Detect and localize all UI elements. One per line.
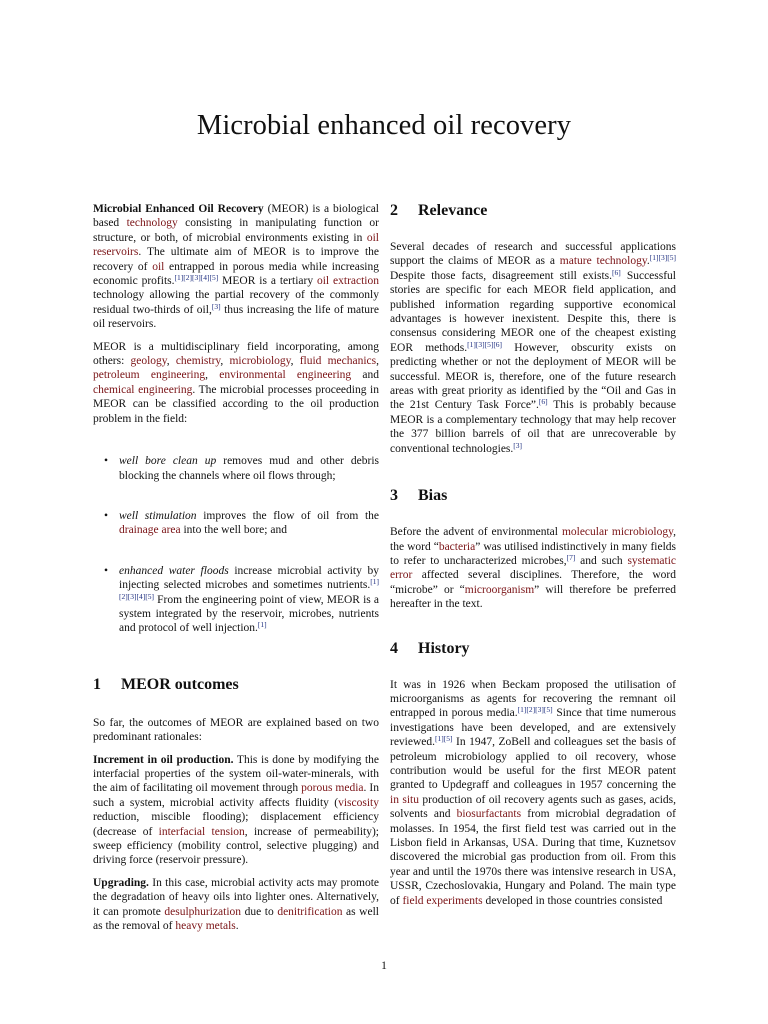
wiki-link[interactable]: interfacial tension	[158, 825, 245, 838]
wiki-link[interactable]: systematic error	[390, 554, 676, 582]
page-number: 1	[381, 960, 387, 972]
bold-term: Upgrading.	[93, 876, 149, 889]
section-heading-relevance: 2 Relevance	[390, 202, 488, 219]
wiki-link[interactable]: oil reservoirs	[93, 231, 379, 259]
wiki-link[interactable]: porous media	[301, 782, 364, 795]
wiki-link[interactable]: field experiments	[402, 894, 483, 907]
reference-link[interactable]: [7]	[566, 552, 576, 562]
section-heading-bias: 3 Bias	[390, 487, 448, 505]
section4-paragraph-1: It was in 1926 when Beckam proposed the utilisation of microorganisms as agents for recovering the remnant oil entrapped in porous media.[1][2][3][5] Since that time numerous investigations have been developed, and are extensively reviewed.[1][5] In 1947, ZoBell and colleagues set the basis of petroleum microbiology applied to oil recovery, whose contribution would be useful for the first MEOR patent granted to Updegraff and colleagues in 1957 concerning the in situ production of oil recovery agents such as gases, acids, solvents and biosurfactants from microbial degradation of molasses. In 1954, the first field test was carried out in the Lisbon field in Arkansas, USA. During that time, Kuznetsov discovered the microbial gas production from oil. From this year and until the 1970s there was intensive research in USA, USSR, Czechoslovakia, Hungary and Poland. The main type of field experiments developed in those countries consisted	[390, 678, 677, 907]
wiki-link[interactable]: chemical engineering	[93, 383, 193, 396]
wiki-link[interactable]: mature technology	[559, 255, 647, 268]
wiki-link[interactable]: microbiology	[229, 355, 291, 368]
wiki-link[interactable]: microorganism	[464, 583, 535, 596]
list-item: • well bore clean up removes mud and other debris blocking the channels where oil flows through;	[104, 455, 379, 482]
list-item: • well stimulation improves the flow of oil from the drainage area into the well bore; and	[104, 509, 380, 537]
wiki-link[interactable]: chemistry	[175, 355, 221, 368]
section1-paragraph-2: Increment in oil production. This is done by modifying the interfacial properties of the system oil-water-minerals, with the aim of facilitating oil movement through porous media. In such a system, microbial activity affects fluidity (viscosity reduction, miscible flooding); displacement efficiency (decrease of interfacial tension, increase of permeability); sweep efficiency (mobility control, selective plugging) and driving force (reservoir pressure).	[93, 753, 379, 867]
section-heading-history: 4 History	[390, 639, 470, 657]
section1-paragraph-3: Upgrading. In this case, microbial activity acts may promote the degradation of heavy oils into lighter ones. Alternatively, it can promote desulphurization due to denitrification as well as the removal of heavy metals.	[93, 876, 379, 933]
bullet-icon: •	[104, 509, 109, 522]
wiki-link[interactable]: biosurfactants	[456, 808, 522, 821]
section1-paragraph-1: So far, the outcomes of MEOR are explained based on two predominant rationales:	[93, 716, 379, 744]
reference-link[interactable]: [1][2][3][4][5]	[174, 273, 219, 283]
left-column	[93, 202, 379, 933]
italic-term: well bore clean up	[119, 455, 217, 468]
reference-link[interactable]: [6]	[538, 397, 548, 407]
page-title: Microbial enhanced oil recovery	[196, 110, 572, 141]
reference-link[interactable]: [1][3][5][6]	[467, 339, 503, 349]
wiki-link[interactable]: geology	[130, 355, 167, 368]
reference-link[interactable]: [1][2][3][5]	[517, 705, 553, 715]
wiki-link[interactable]: heavy metals	[175, 920, 236, 933]
wiki-link[interactable]: in situ	[390, 793, 419, 806]
microbial-process-list	[93, 454, 379, 636]
section3-paragraph-1: Before the advent of environmental molecular microbiology, the word “bacteria” was utilised indistinctively in many fields to refer to uncharacterized microbes,[7] and such systematic error affected several disciplines. Therefore, the word “microbe” or “microorganism” will therefore be preferred hereafter in the text.	[390, 526, 676, 611]
wiki-link[interactable]: petroleum engineering	[93, 369, 206, 382]
reference-link[interactable]: [1][5]	[435, 734, 453, 744]
wiki-link[interactable]: molecular microbiology	[561, 526, 674, 539]
wiki-link[interactable]: denitrification	[277, 905, 343, 918]
wiki-link[interactable]: fluid mechanics	[299, 355, 377, 368]
wiki-link[interactable]: bacteria	[438, 540, 476, 553]
section2-paragraph-1: Several decades of research and successful applications support the claims of MEOR as a mature technology.[1][3][5] Despite those facts, disagreement still exists.[6] Successful stories are specific for each MEOR field application, and published information regarding supportive economical advantages is however inexistent. Despite this, there is consensus considering MEOR one of the cheapest existing EOR methods.[1][3][5][6] However, obscurity exists on predicting whether or not the deployment of MEOR will be successful. MEOR is, therefore, one of the future research areas with great priority as identified by the “Oil and Gas in the 21st Century Task Force”.[6] This is probably because MEOR is a complementary technology that may help recover the 377 billion barrels of oil that are unrecoverable by conventional technologies.[3]	[390, 241, 677, 455]
bold-term: Microbial Enhanced Oil Recovery	[93, 203, 264, 215]
reference-link[interactable]: [6]	[612, 267, 621, 277]
reference-link[interactable]: [1]	[257, 620, 267, 630]
right-column	[390, 202, 676, 908]
wiki-link[interactable]: desulphurization	[164, 905, 242, 918]
reference-link[interactable]: [1][2][3][4][5]	[119, 577, 379, 601]
bold-term: Increment in oil production.	[93, 753, 234, 766]
wiki-link[interactable]: technology	[126, 217, 178, 230]
bullet-icon: •	[104, 564, 109, 577]
wiki-link[interactable]: oil	[152, 260, 165, 273]
bullet-icon: •	[104, 455, 109, 468]
wiki-link[interactable]: environmental engineering	[219, 369, 352, 382]
italic-term: well stimulation	[119, 509, 197, 522]
list-item: • enhanced water floods increase microbial activity by injecting selected microbes and sometimes nutrients.[1][2][3][4][5] From the engineering point of view, MEOR is a system integrated by the reservoir, microbes, nutrients and protocol of well injection.[1]	[104, 564, 379, 635]
reference-link[interactable]: [3]	[211, 301, 221, 311]
intro-paragraph-1: Microbial Enhanced Oil Recovery (MEOR) is a biological based technology consisting in manipulating function or structure, or both, of microbial environments existing in oil reservoirs. The ultimate aim of MEOR is to improve the recovery of oil entrapped in porous media while increasing economic profits.[1][2][3][4][5] MEOR is a tertiary oil extraction technology allowing the partial recovery of the commonly residual two-thirds of oil,[3] thus increasing the life of mature oil reservoirs.	[93, 203, 380, 331]
wiki-link[interactable]: drainage area	[119, 524, 181, 537]
intro-paragraph-2: MEOR is a multidisciplinary field incorporating, among others: geology, chemistry, microbiology, fluid mechanics, petroleum engineering, environmental engineering and chemical engineering. The microbial processes proceeding in MEOR can be classified according to the oil production problem in the field:	[93, 340, 380, 425]
section-heading-meor-outcomes: 1 MEOR outcomes	[93, 675, 239, 693]
wiki-link[interactable]: oil extraction	[316, 275, 380, 288]
reference-link[interactable]: [1][3][5]	[649, 253, 677, 263]
reference-link[interactable]: [3]	[513, 440, 523, 450]
wiki-link[interactable]: viscosity	[338, 796, 379, 809]
italic-term: enhanced water floods	[119, 564, 229, 577]
